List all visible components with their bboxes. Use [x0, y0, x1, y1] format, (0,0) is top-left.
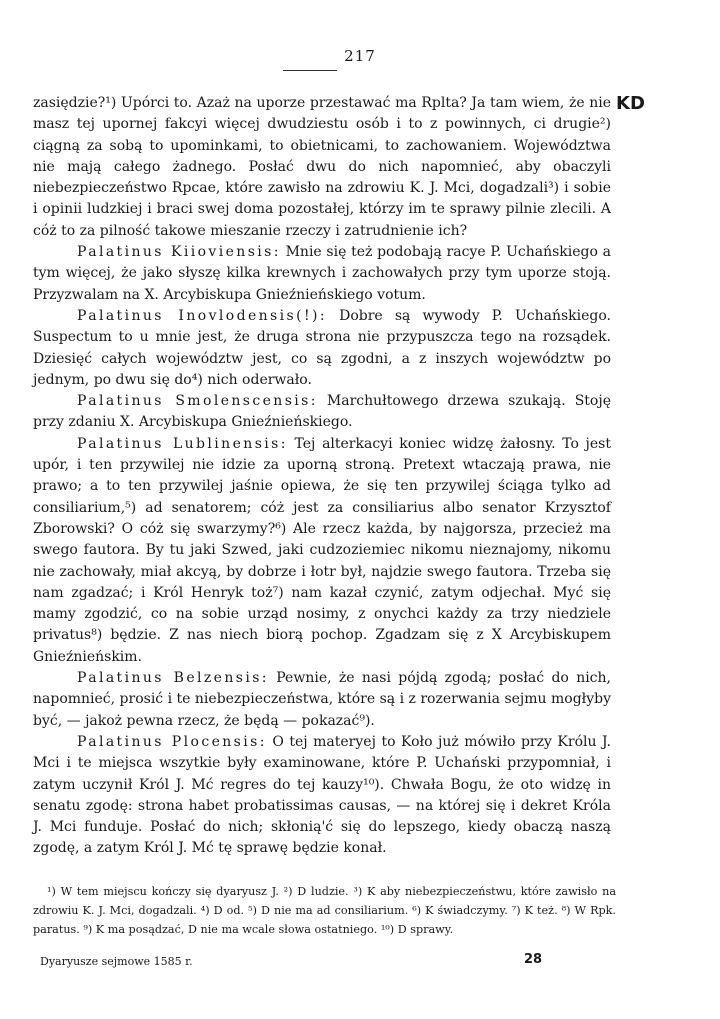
paragraph	[33, 242, 611, 306]
speaker-name: Palatinus Inovlodensis(!):	[77, 307, 327, 324]
paragraph-text: Marchułtowego drzewa szukają. Stoję przy zdaniu X. Arcybiskupa Gnieźnieńskiego.	[33, 393, 611, 431]
speaker-name: Palatinus Plocensis:	[77, 733, 267, 750]
sheet-number: 28	[524, 952, 543, 967]
paragraph-text: Tej alterkacyi koniec widzę żałosny. To jest upór, i ten przywilej nie idzie za uporną stroną. Pretext wtaczają prawa, nie prawo; a to ten przywilej jaśnie opiewa, że się ten przywilej ściąga tylko ad consiliarium,⁵) ad senatorem; cóż jest za consiliarius albo senator Krzysztof Zborowski? O cóż się swarzymy?⁶) Ale rzecz każda, by najgorsza, przecież ma swego fautora. By tu jaki Szwed, jaki cudzoziemiec nikomu nieznajomy, nikomu nie zachowały, miał akcyą, by dobrze i łotr był, najdzie swego fautora. Trzeba się nam zgadzać; i Król Henryk toż⁷) nam kazał czynić, zatym odjechał. Myć się mamy zgodzić, co na sobie urząd nosimy, z onychci każdy za trzy niedziele privatus⁸) będzie. Z nas niech biorą pochop. Zgadzam się z X Arcybiskupem Gnieźnieńskim.	[33, 435, 611, 665]
folio-note: Dyaryusze sejmowe 1585 r.	[40, 955, 193, 968]
speaker-name: Palatinus Belzensis:	[77, 670, 269, 687]
main-text	[33, 93, 611, 860]
speaker-name: Palatinus Lublinensis:	[77, 435, 288, 452]
paragraph-text: Mnie się też podobają racye P. Uchańskiego a tym więcej, że jako słyszę kilka krewnych i zachowałych przy tym uporze stoją. Przyzwalam na X. Arcybiskupa Gnieźnieńskiego votum.	[33, 244, 611, 303]
paragraph-text: O tej materyej to Koło już mówiło przy Królu J. Mci i te miejsca wszytkie były examinowane, które P. Uchański przypomniał, i zatym uczynił Król J. Mć regres do tej kauzy¹⁰). Chwała Bogu, że oto widzę in senatu zgodę: strona habet probatissimas causas, — na której się i dekret Króla J. Mci funduje. Posłać do nich; skłonią'ć się do lepszego, kiedy obaczą naszą zgodę, a zatym Król J. Mć tę sprawę będzie konał.	[33, 733, 611, 857]
paragraph-text: Dobre są wywody P. Uchańskiego. Suspectum to u mnie jest, że druga strona nie przypuszcza tego na rozsądek. Dziesięć całych województw jest, co są zgodni, a z inszych województw po jednym, po dwu się do⁴) nich oderwało.	[33, 307, 611, 388]
speaker-name: Palatinus Smolenscensis:	[77, 393, 318, 410]
paragraph	[33, 391, 611, 434]
paragraph	[33, 732, 611, 860]
footnotes	[33, 882, 616, 939]
page-number: 217	[344, 47, 376, 65]
paragraph: zasiędzie?¹) Upórci to. Azaż na uporze przestawać ma Rplta? Ja tam wiem, że nie masz tej upornej fakcyi więcej dwudziestu osób i to z powinnych, ci drugie²) ciągną za sobą to upominkami, to obietnicami, to zachowaniem. Województwa nie mają całego żadnego. Posłać dwu do nich napomnieć, aby obaczyli niebezpieczeństwo Rpcae, które zawisło na zdrowiu K. J. Mci, dogadzali³) i sobie i opinii ludzkiej i braci swej doma pozostałej, którzy im te sprawy pilnie zlecili. A cóż to za pilność takowe mieszanie rzeczy i zatrudnienie ich?	[33, 95, 611, 239]
paragraph	[33, 306, 611, 391]
paragraph	[33, 434, 611, 668]
speaker-name: Palatinus Kiioviensis:	[77, 244, 281, 261]
footnote-text: ¹) W tem miejscu kończy się dyaryusz J. ²) D ludzie. ³) K aby niebezpieczeństwu, które zawisło na zdrowiu K. J. Mci, dogadzali. ⁴) D od. ⁵) D nie ma ad consiliarium. ⁶) K świadczymy. ⁷) K też. ⁸) W Rpk. paratus. ⁹) K ma posądzać, D nie ma wcale słowa ostatniego. ¹⁰) D sprawy.	[33, 885, 616, 936]
paragraph	[33, 668, 611, 732]
header-rule	[283, 70, 337, 71]
paragraph-text: Pewnie, że nasi pójdą zgodą; posłać do nich, napomnieć, prosić i te niebezpieczeństwa, które są i z rozerwania sejmu mogłyby być, — jakoż pewna rzecz, że będą — pokazać⁹).	[33, 670, 611, 729]
margin-source-mark: KD	[616, 93, 645, 114]
